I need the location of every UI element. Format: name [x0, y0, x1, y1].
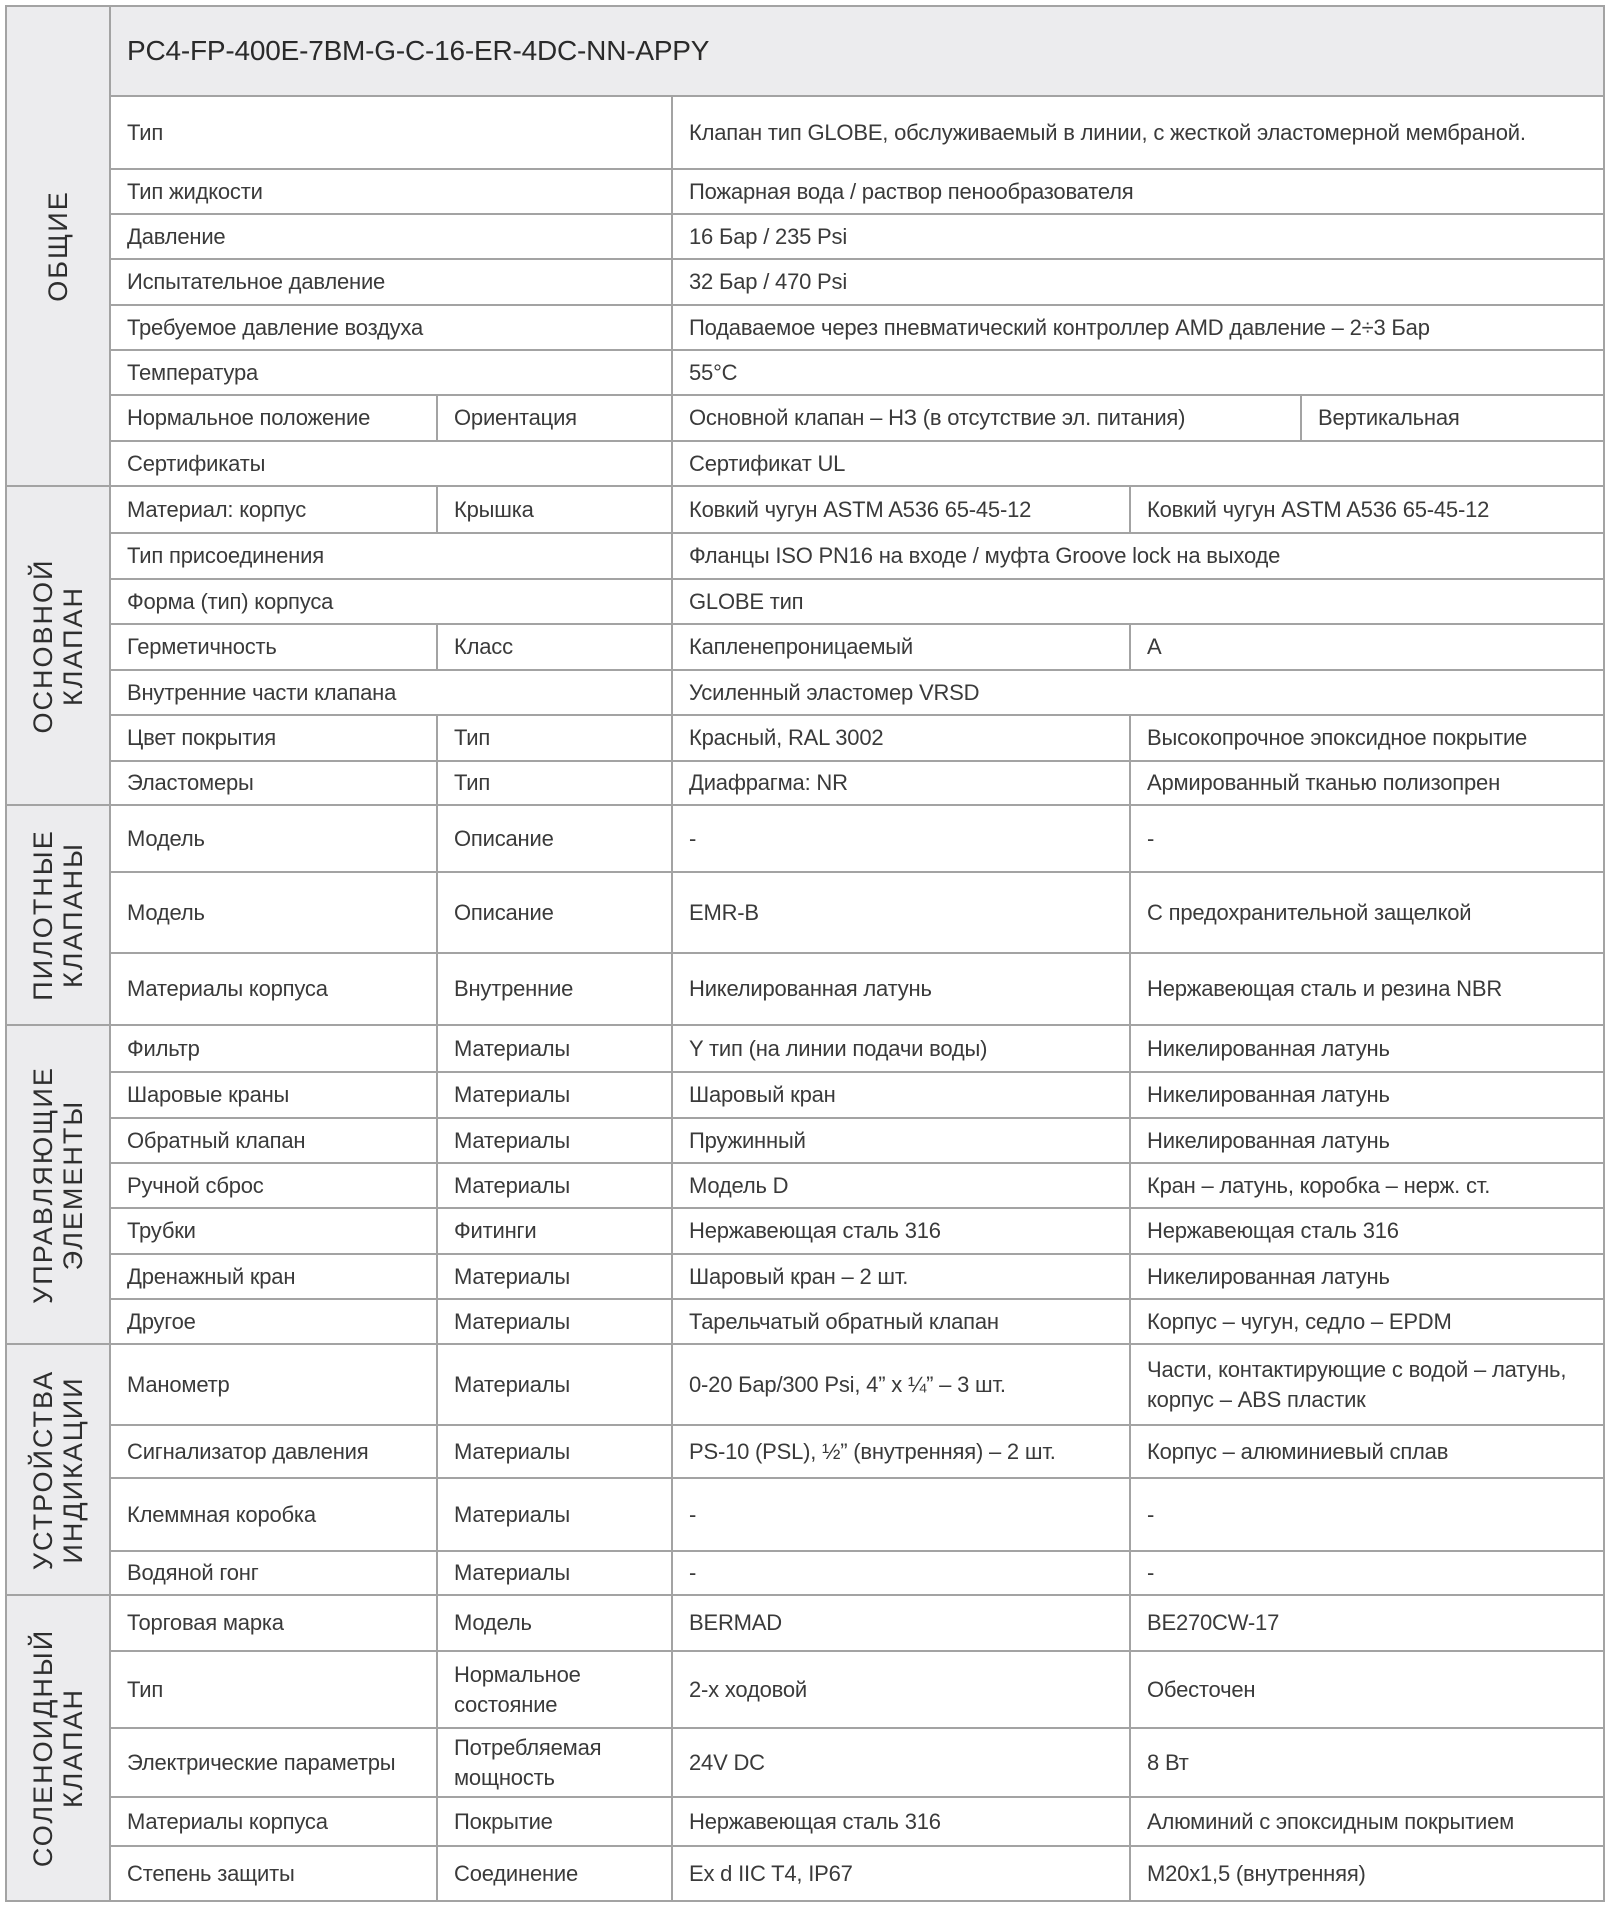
row-label: Эластомеры [110, 761, 437, 805]
row-sub-label: Материалы [437, 1478, 672, 1551]
row-value: Ex d IIC T4, IP67 [672, 1846, 1130, 1901]
section-pilot-valves [6, 805, 110, 1025]
row-sub-value: Никелированная латунь [1130, 1072, 1604, 1118]
table-row [6, 670, 1604, 715]
row-value: Нержавеющая сталь 316 [672, 1797, 1130, 1846]
row-sub-label: Покрытие [437, 1797, 672, 1846]
table-row [6, 1425, 1604, 1478]
section-label-line: ОСНОВНОЙ [28, 558, 58, 733]
row-sub-label: Описание [437, 805, 672, 872]
table-row [6, 624, 1604, 670]
row-label: Температура [110, 350, 672, 395]
row-value: Тарельчатый обратный клапан [672, 1299, 1130, 1344]
row-sub-value: A [1130, 624, 1604, 670]
row-label: Требуемое давление воздуха [110, 305, 672, 350]
section-label-line: УСТРОЙСТВА [28, 1369, 58, 1570]
row-label: Манометр [110, 1344, 437, 1425]
row-value: BERMAD [672, 1595, 1130, 1651]
row-value: Диафрагма: NR [672, 761, 1130, 805]
row-label: Герметичность [110, 624, 437, 670]
row-value: 0-20 Бар/300 Psi, 4” x ¼” – 3 шт. [672, 1344, 1130, 1425]
row-label: Внутренние части клапана [110, 670, 672, 715]
section-control-elements [6, 1025, 110, 1344]
section-label [43, 190, 73, 301]
row-label: Форма (тип) корпуса [110, 579, 672, 624]
section-general [6, 6, 110, 486]
row-label: Материал: корпус [110, 486, 437, 533]
row-label: Торговая марка [110, 1595, 437, 1651]
table-row [6, 1025, 1604, 1072]
row-value: Шаровый кран [672, 1072, 1130, 1118]
table-row [6, 533, 1604, 579]
row-sub-label: Ориентация [437, 395, 672, 441]
row-value: Усиленный эластомер VRSD [672, 670, 1604, 715]
row-value: - [672, 805, 1130, 872]
row-sub-value: Вертикальная [1301, 395, 1604, 441]
row-value: Ковкий чугун ASTM A536 65-45-12 [672, 486, 1130, 533]
row-label: Материалы корпуса [110, 953, 437, 1025]
table-row [6, 1728, 1604, 1797]
row-value: Фланцы ISO PN16 на входе / муфта Groove lock на выходе [672, 533, 1604, 579]
row-label: Сигнализатор давления [110, 1425, 437, 1478]
row-label: Цвет покрытия [110, 715, 437, 761]
row-label: Сертификаты [110, 441, 672, 486]
row-sub-value: С предохранительной защелкой [1130, 872, 1604, 953]
row-value: Основной клапан – НЗ (в отсутствие эл. питания) [672, 395, 1301, 441]
row-sub-value: Высокопрочное эпоксидное покрытие [1130, 715, 1604, 761]
row-sub-value: Никелированная латунь [1130, 1025, 1604, 1072]
row-value: 2-х ходовой [672, 1651, 1130, 1728]
row-sub-value: - [1130, 1478, 1604, 1551]
row-label: Обратный клапан [110, 1118, 437, 1163]
row-label: Нормальное положение [110, 395, 437, 441]
row-value: Пожарная вода / раствор пенообразователя [672, 169, 1604, 214]
section-label-line: ПИЛОТНЫЕ [28, 829, 58, 1001]
row-sub-value: 8 Вт [1130, 1728, 1604, 1797]
row-sub-label: Фитинги [437, 1208, 672, 1254]
row-value: Подаваемое через пневматический контроллер AMD давление – 2÷3 Бар [672, 305, 1604, 350]
section-label-line: КЛАПАНЫ [58, 842, 88, 988]
row-sub-value: Кран – латунь, коробка – нерж. ст. [1130, 1163, 1604, 1208]
section-main-valve [6, 486, 110, 805]
row-label: Модель [110, 805, 437, 872]
row-label: Давление [110, 214, 672, 259]
row-value: EMR-B [672, 872, 1130, 953]
section-indicators [6, 1344, 110, 1595]
row-label: Тип жидкости [110, 169, 672, 214]
row-sub-value: Нержавеющая сталь 316 [1130, 1208, 1604, 1254]
row-label: Тип присоединения [110, 533, 672, 579]
row-sub-label: Крышка [437, 486, 672, 533]
table-row [6, 214, 1604, 259]
table-row [6, 1846, 1604, 1901]
row-sub-label: Материалы [437, 1254, 672, 1299]
row-sub-label: Материалы [437, 1344, 672, 1425]
row-value: 32 Бар / 470 Psi [672, 259, 1604, 305]
section-label [28, 1629, 88, 1867]
table-row [6, 305, 1604, 350]
table-row [6, 1163, 1604, 1208]
row-label: Ручной сброс [110, 1163, 437, 1208]
table-row [6, 350, 1604, 395]
row-value: Клапан тип GLOBE, обслуживаемый в линии, с жесткой эластомерной мембраной. [672, 96, 1604, 169]
row-value: - [672, 1551, 1130, 1595]
table-row [6, 486, 1604, 533]
model-title: PC4-FP-400E-7BM-G-C-16-ER-4DC-NN-APPY [110, 6, 1604, 96]
table-row [6, 872, 1604, 953]
row-sub-value: M20x1,5 (внутренняя) [1130, 1846, 1604, 1901]
section-label-line: УПРАВЛЯЮЩИЕ [28, 1065, 58, 1304]
row-value: Шаровый кран – 2 шт. [672, 1254, 1130, 1299]
table-row [6, 1651, 1604, 1728]
section-label [28, 558, 88, 733]
row-sub-label: Материалы [437, 1118, 672, 1163]
row-value: 55°C [672, 350, 1604, 395]
row-value: 16 Бар / 235 Psi [672, 214, 1604, 259]
spec-table [5, 5, 1605, 1902]
row-value: Пружинный [672, 1118, 1130, 1163]
row-label: Клеммная коробка [110, 1478, 437, 1551]
row-value: Нержавеющая сталь 316 [672, 1208, 1130, 1254]
row-label: Водяной гонг [110, 1551, 437, 1595]
row-value: 24V DC [672, 1728, 1130, 1797]
row-sub-value: BE270CW-17 [1130, 1595, 1604, 1651]
table-row [6, 1254, 1604, 1299]
row-sub-label: Внутренние [437, 953, 672, 1025]
section-label-line: ЭЛЕМЕНТЫ [58, 1099, 88, 1270]
section-label-line: ОБЩИЕ [43, 190, 73, 302]
row-sub-label: Материалы [437, 1425, 672, 1478]
table-row [6, 169, 1604, 214]
row-sub-value: Алюминий с эпоксидным покрытием [1130, 1797, 1604, 1846]
table-row [6, 805, 1604, 872]
row-label: Тип [110, 96, 672, 169]
section-label [28, 1369, 88, 1569]
table-row [6, 1797, 1604, 1846]
table-row [6, 715, 1604, 761]
section-label-line: КЛАПАН [58, 1687, 88, 1809]
row-sub-value: - [1130, 805, 1604, 872]
row-sub-value: Ковкий чугун ASTM A536 65-45-12 [1130, 486, 1604, 533]
section-label [28, 829, 88, 1000]
row-label: Фильтр [110, 1025, 437, 1072]
row-value: - [672, 1478, 1130, 1551]
row-sub-value: Части, контактирующие с водой – латунь, корпус – ABS пластик [1130, 1344, 1604, 1425]
table-row [6, 1551, 1604, 1595]
table-row [6, 96, 1604, 169]
row-value: Красный, RAL 3002 [672, 715, 1130, 761]
row-label: Испытательное давление [110, 259, 672, 305]
section-solenoid [6, 1595, 110, 1901]
row-label: Материалы корпуса [110, 1797, 437, 1846]
section-label-line: ИНДИКАЦИИ [58, 1375, 88, 1564]
table-row [6, 1595, 1604, 1651]
row-sub-value: - [1130, 1551, 1604, 1595]
row-sub-value: Никелированная латунь [1130, 1254, 1604, 1299]
row-label: Степень защиты [110, 1846, 437, 1901]
row-sub-value: Корпус – чугун, седло – EPDM [1130, 1299, 1604, 1344]
row-label: Трубки [110, 1208, 437, 1254]
row-sub-label: Материалы [437, 1551, 672, 1595]
row-sub-value: Нержавеющая сталь и резина NBR [1130, 953, 1604, 1025]
row-sub-label: Тип [437, 761, 672, 805]
row-sub-label: Соединение [437, 1846, 672, 1901]
row-sub-label: Модель [437, 1595, 672, 1651]
row-sub-label: Описание [437, 872, 672, 953]
row-label: Другое [110, 1299, 437, 1344]
row-sub-label: Тип [437, 715, 672, 761]
table-row [6, 1299, 1604, 1344]
row-sub-label: Потребляемая мощность [437, 1728, 672, 1797]
table-row [6, 259, 1604, 305]
row-label: Электрические параметры [110, 1728, 437, 1797]
table-row [6, 1118, 1604, 1163]
row-sub-label: Материалы [437, 1299, 672, 1344]
row-sub-value: Армированный тканью полизопрен [1130, 761, 1604, 805]
table-row [6, 1344, 1604, 1425]
row-sub-value: Корпус – алюминиевый сплав [1130, 1425, 1604, 1478]
table-row [6, 761, 1604, 805]
table-row [6, 395, 1604, 441]
row-sub-label: Материалы [437, 1163, 672, 1208]
row-sub-label: Материалы [437, 1025, 672, 1072]
section-label [28, 1066, 88, 1304]
row-label: Тип [110, 1651, 437, 1728]
title-row [6, 6, 1604, 96]
row-sub-value: Никелированная латунь [1130, 1118, 1604, 1163]
table-row [6, 579, 1604, 624]
table-row [6, 953, 1604, 1025]
row-value: Y тип (на линии подачи воды) [672, 1025, 1130, 1072]
row-value: Сертификат UL [672, 441, 1604, 486]
row-sub-label: Класс [437, 624, 672, 670]
row-sub-label: Нормальное состояние [437, 1651, 672, 1728]
table-row [6, 1478, 1604, 1551]
table-row [6, 1072, 1604, 1118]
row-label: Шаровые краны [110, 1072, 437, 1118]
table-row [6, 441, 1604, 486]
row-label: Дренажный кран [110, 1254, 437, 1299]
row-sub-label: Материалы [437, 1072, 672, 1118]
table-row [6, 1208, 1604, 1254]
section-label-line: СОЛЕНОИДНЫЙ [28, 1628, 58, 1868]
row-value: Никелированная латунь [672, 953, 1130, 1025]
row-label: Модель [110, 872, 437, 953]
row-value: PS-10 (PSL), ½” (внутренняя) – 2 шт. [672, 1425, 1130, 1478]
section-label-line: КЛАПАН [58, 585, 88, 706]
row-sub-value: Обесточен [1130, 1651, 1604, 1728]
row-value: GLOBE тип [672, 579, 1604, 624]
row-value: Модель D [672, 1163, 1130, 1208]
row-value: Капленепроницаемый [672, 624, 1130, 670]
